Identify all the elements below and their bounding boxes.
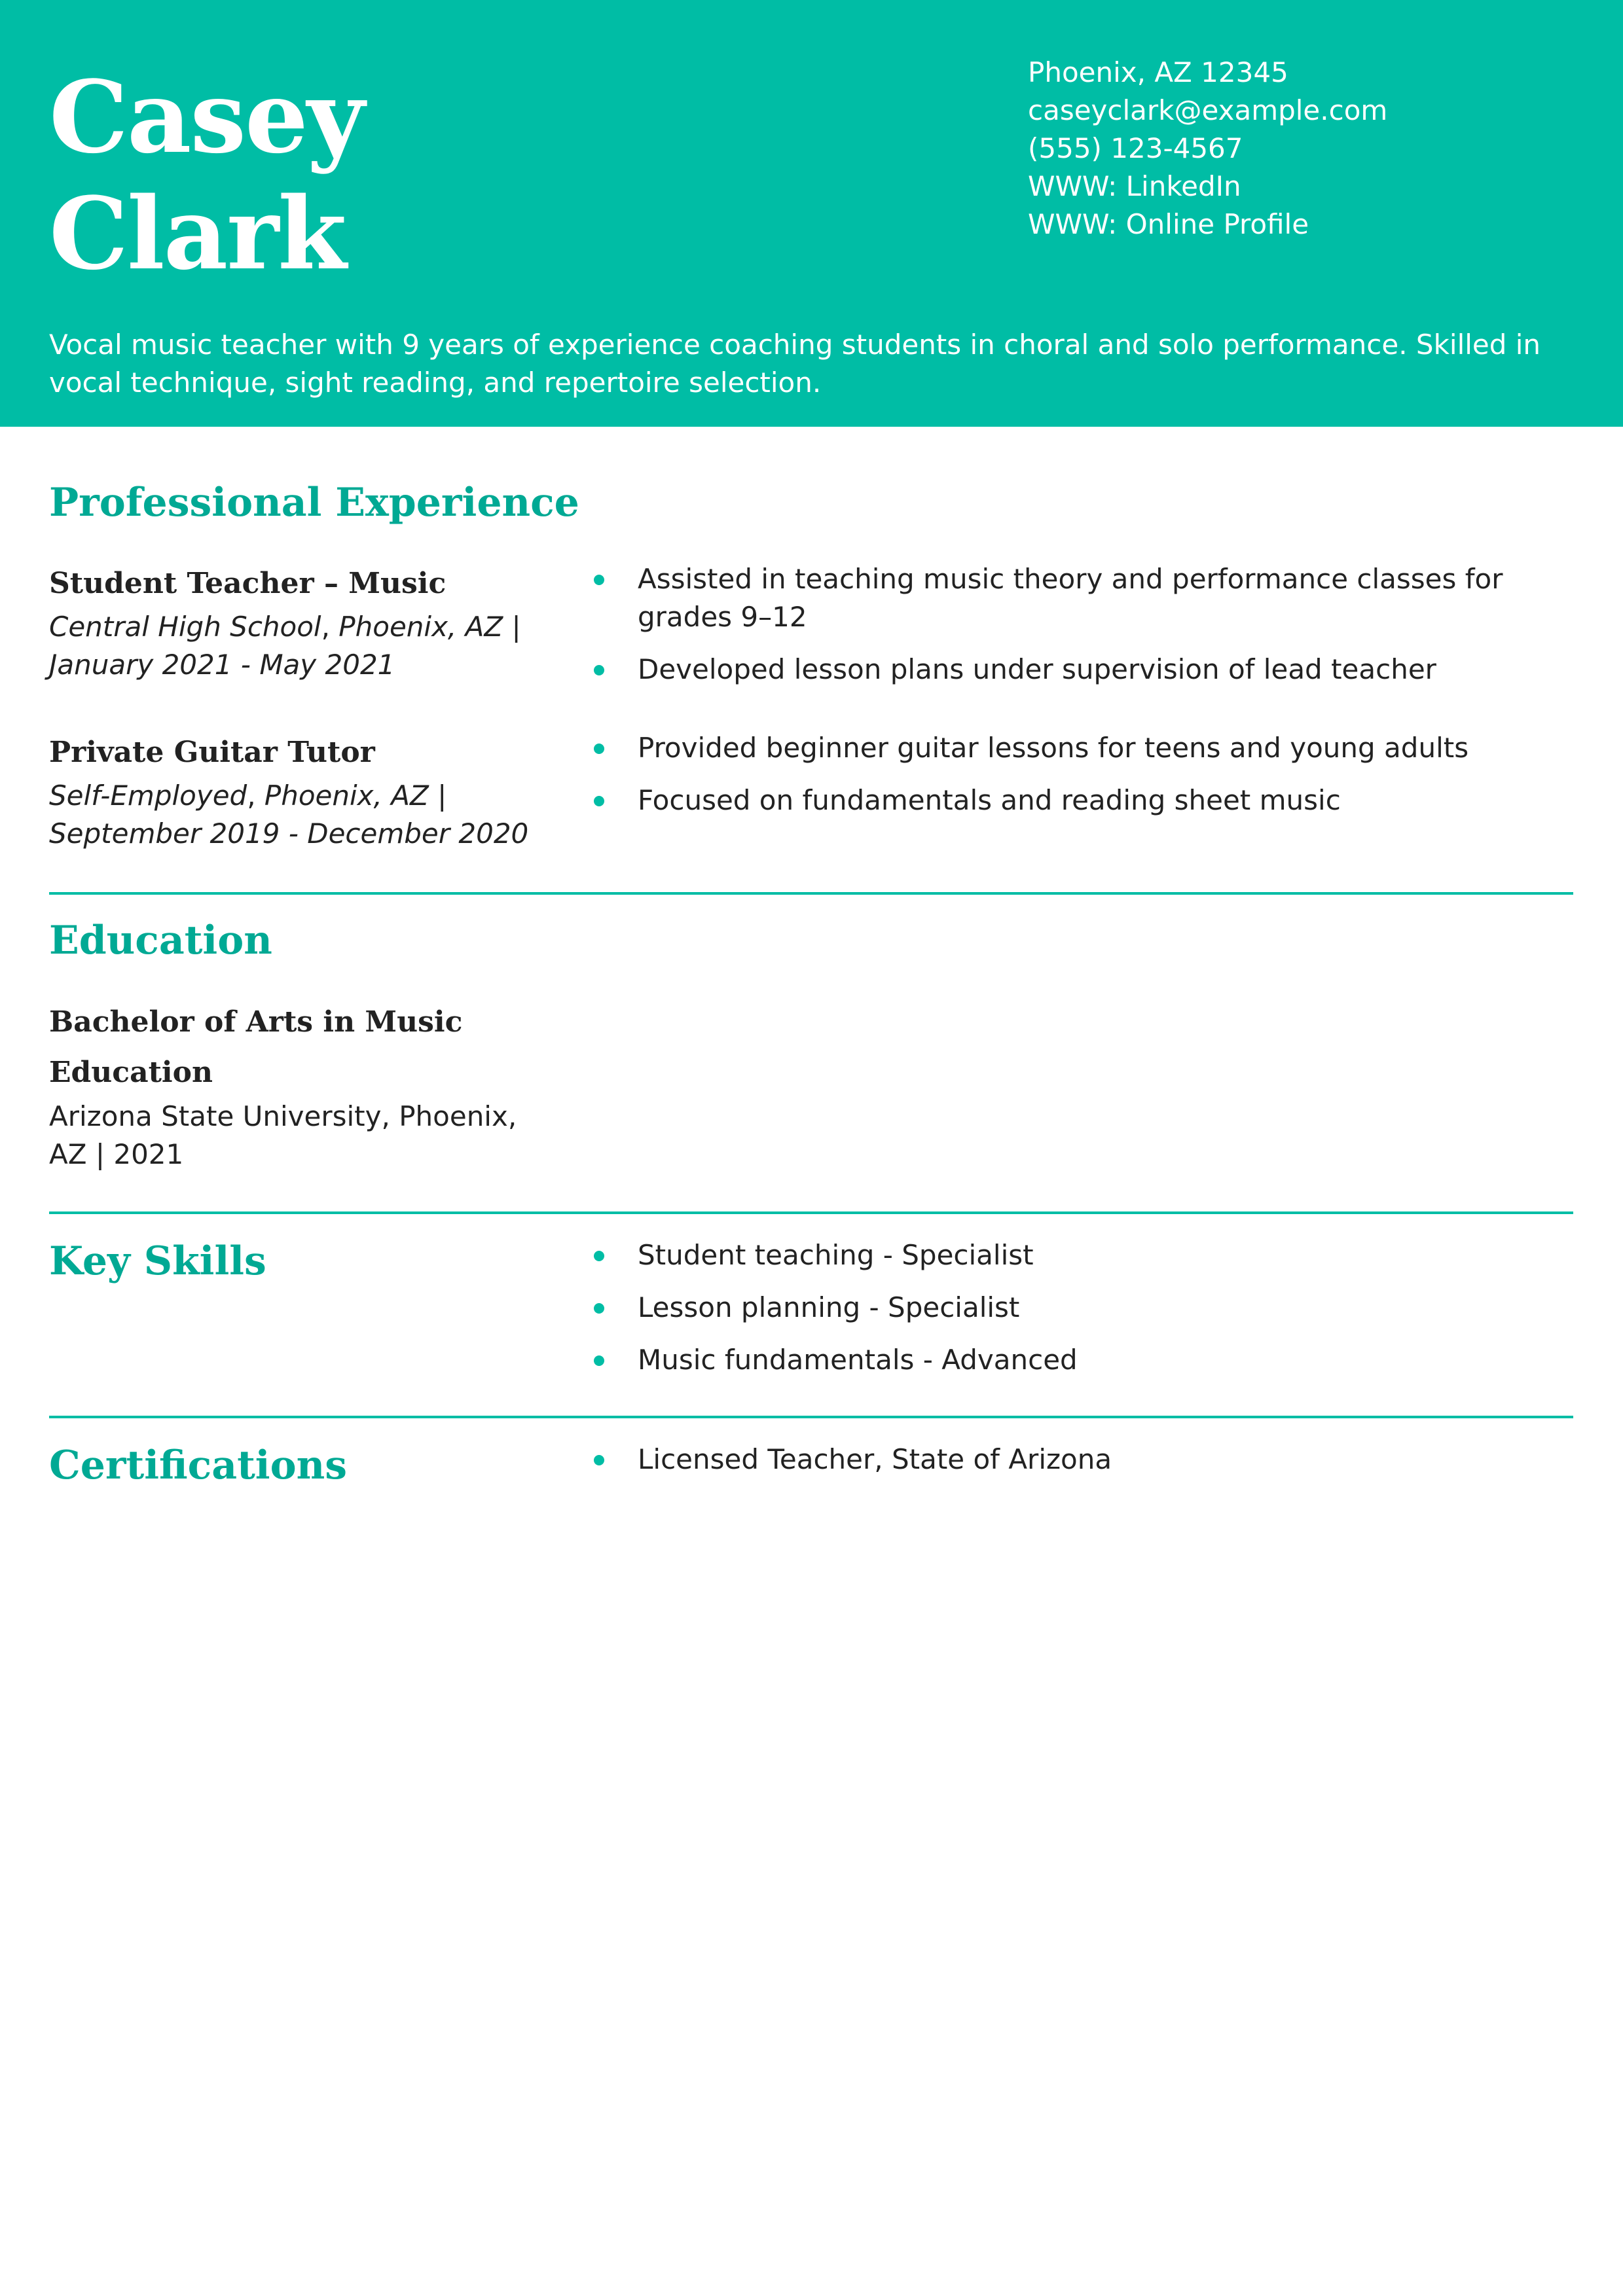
job-bullets <box>593 560 1542 703</box>
bullet-dot-icon <box>594 1355 604 1366</box>
bullet-dot-icon <box>594 796 604 806</box>
list-item: Assisted in teaching music theory and performance classes for grades 9–12 <box>593 560 1542 636</box>
list-item: Developed lesson plans under supervision of lead teacher <box>593 651 1542 689</box>
bullet-dot-icon <box>594 1303 604 1314</box>
bullet-dot-icon <box>594 1455 604 1465</box>
section-divider <box>49 892 1573 895</box>
contact-info <box>1028 54 1387 243</box>
degree-title-line1: Bachelor of Arts in Music <box>49 1005 463 1039</box>
job-dates: January 2021 - May 2021 <box>49 649 395 681</box>
job-company: Self-Employed <box>49 780 247 812</box>
experience-heading: Professional Experience <box>49 480 579 526</box>
first-name: Casey <box>49 58 364 175</box>
bullet-dot-icon <box>594 575 604 585</box>
list-item: Music fundamentals - Advanced <box>593 1341 1542 1379</box>
job-separator: | <box>511 611 521 643</box>
job-company: Central High School <box>49 611 321 643</box>
contact-profile-link[interactable]: WWW: Online Profile <box>1028 208 1309 240</box>
certifications-list <box>593 1441 1542 1493</box>
job-dates: September 2019 - December 2020 <box>49 817 529 850</box>
bullet-dot-icon <box>594 1251 604 1261</box>
last-name: Clark <box>49 175 346 292</box>
bullet-dot-icon <box>594 665 604 675</box>
candidate-name <box>49 59 363 292</box>
degree-title-line2: Education <box>49 1056 213 1089</box>
education-heading: Education <box>49 918 272 963</box>
contact-phone: (555) 123-4567 <box>1028 132 1243 164</box>
certifications-heading: Certifications <box>49 1443 348 1488</box>
job-title: Private Guitar Tutor <box>49 736 375 769</box>
header-banner <box>0 0 1623 427</box>
job-location: Phoenix, AZ <box>264 780 429 812</box>
contact-linkedin-link[interactable]: WWW: LinkedIn <box>1028 170 1241 202</box>
list-item: Licensed Teacher, State of Arizona <box>593 1441 1542 1479</box>
job-employer-location: Self-Employed, Phoenix, AZ | <box>49 780 447 812</box>
skills-list <box>593 1236 1542 1393</box>
list-item: Focused on fundamentals and reading sheet music <box>593 781 1542 819</box>
bullet-dot-icon <box>594 744 604 754</box>
job-separator: | <box>437 780 447 812</box>
list-item: Lesson planning - Specialist <box>593 1289 1542 1327</box>
list-item: Provided beginner guitar lessons for teens and young adults <box>593 729 1542 767</box>
school-line2: AZ | 2021 <box>49 1138 184 1170</box>
list-item: Student teaching - Specialist <box>593 1236 1542 1274</box>
summary-text: Vocal music teacher with 9 years of experience coaching students in choral and solo performance. Skilled in vocal technique, sight reading, and repertoire selection. <box>49 329 1541 399</box>
job-location: Phoenix, AZ <box>338 611 503 643</box>
job-employer-location: Central High School, Phoenix, AZ | <box>49 611 521 643</box>
skills-heading: Key Skills <box>49 1238 266 1284</box>
job-title: Student Teacher – Music <box>49 567 447 600</box>
school-line1: Arizona State University, Phoenix, <box>49 1100 517 1132</box>
section-divider <box>49 1211 1573 1214</box>
section-divider <box>49 1416 1573 1418</box>
job-bullets <box>593 729 1542 834</box>
contact-email[interactable]: caseyclark@example.com <box>1028 94 1388 126</box>
contact-location: Phoenix, AZ 12345 <box>1028 56 1288 88</box>
